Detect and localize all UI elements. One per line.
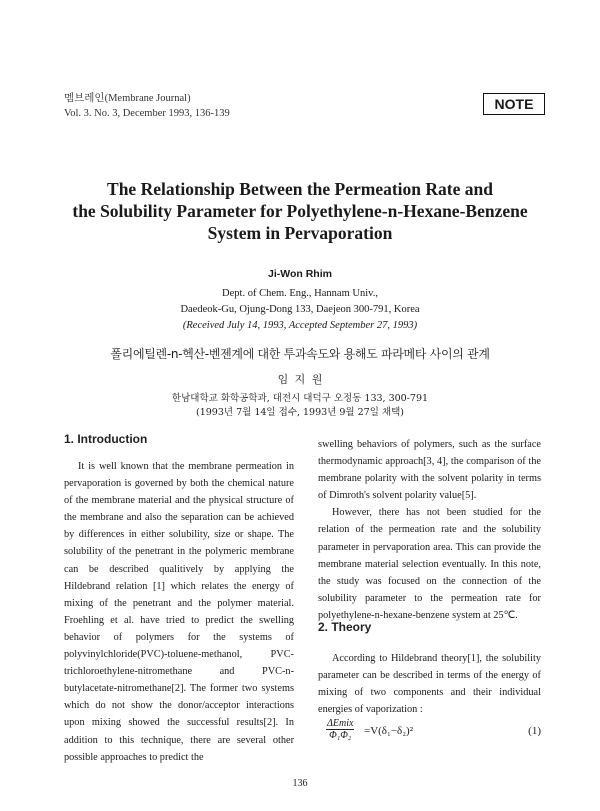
equation-numerator: ΔEmix xyxy=(327,718,354,729)
affiliation xyxy=(0,286,600,334)
journal-info xyxy=(64,91,230,121)
right-column xyxy=(318,436,541,624)
theory-text xyxy=(318,650,541,718)
affiliation-line-1: Dept. of Chem. Eng., Hannam Univ., xyxy=(222,288,378,299)
intro-paragraph-1: It is well known that the membrane permeation in pervaporation is governed by both the chemical nature of the membrane material and the physical structure of the membrane and also the separation can be achieved by differences in either solubility, size or shape. The solubility of the penetrant in the polymeric membrane can be described qualitively by applying the Hildebrand relation [1] which relates the energy of mixing of the penetrant and the polymer material. Froehling et al. have tried to predict the swelling behavior of polymers for the systems of polyvinylchloride(PVC)-toluene-methanol, PVC-trichloroethylene-nitromethane and PVC-n-butylacetate-nitromethane[2]. The former two systems which do not show the donor/acceptor interactions upon mixing showed the successful results[2]. In addition to this technique, there are several other possible approaches to predict the xyxy=(64,461,294,763)
section-heading-introduction: 1. Introduction xyxy=(64,432,148,446)
received-date: (Received July 14, 1993, Accepted September 27, 1993) xyxy=(182,320,418,331)
korean-title: 폴리에틸렌-n-헥산-벤젠계에 대한 투과속도와 용해도 파라메타 사이의 관계 xyxy=(110,347,490,361)
intro-paragraph-continued: swelling behaviors of polymers, such as the surface thermodynamic approach[3, 4], the comparison of the membrane polarity with the solvent polarity in terms of Dimroth's solvent polarity value[5]. xyxy=(318,439,541,502)
journal-volume: Vol. 3. No. 3, December 1993, 136-139 xyxy=(64,108,230,119)
author-name: Ji-Won Rhim xyxy=(268,268,332,280)
journal-name: 멤브레인(Membrane Journal) xyxy=(64,93,191,104)
equation-1 xyxy=(326,718,541,748)
section-heading-theory: 2. Theory xyxy=(318,620,372,634)
equation-rhs: =V(δ₁−δ₂)² xyxy=(364,725,414,737)
intro-paragraph-2: However, there has not been studied for the relation of the permeation rate and the solubility parameter in pervaporation area. This can provide the membrane material selection eventually. In this note, the study was focused on the connection of the solubility parameter to the permeation rate for polyethylene-n-hexane-benzene system at 25℃. xyxy=(318,507,541,621)
left-column xyxy=(64,458,294,766)
equation-fraction xyxy=(326,718,354,741)
korean-affiliation-line-1: 한남대학교 화학공학과, 대전시 대덕구 오정동 133, 300-791 xyxy=(171,393,429,404)
title-line-2: the Solubility Parameter for Polyethylene-n-Hexane-Benzene xyxy=(72,201,528,221)
equation-number: (1) xyxy=(528,725,541,737)
note-label: NOTE xyxy=(483,93,545,115)
theory-paragraph-1: According to Hildebrand theory[1], the solubility parameter can be described in terms of the energy of mixing of two components and their individual energies of vaporization : xyxy=(318,653,541,716)
affiliation-line-2: Daedeok-Gu, Ojung-Dong 133, Daejeon 300-791, Korea xyxy=(180,304,420,315)
korean-author: 임 지 원 xyxy=(277,373,323,386)
title-line-1: The Relationship Between the Permeation Rate and xyxy=(107,179,493,199)
paper-title xyxy=(40,178,560,244)
korean-affiliation xyxy=(0,392,600,420)
page-number: 136 xyxy=(292,778,308,789)
title-line-3: System in Pervaporation xyxy=(207,223,393,243)
korean-received-date: (1993년 7월 14일 접수, 1993년 9월 27일 채택) xyxy=(196,407,404,418)
equation-denominator: Φ₁Φ₂ xyxy=(329,730,352,741)
